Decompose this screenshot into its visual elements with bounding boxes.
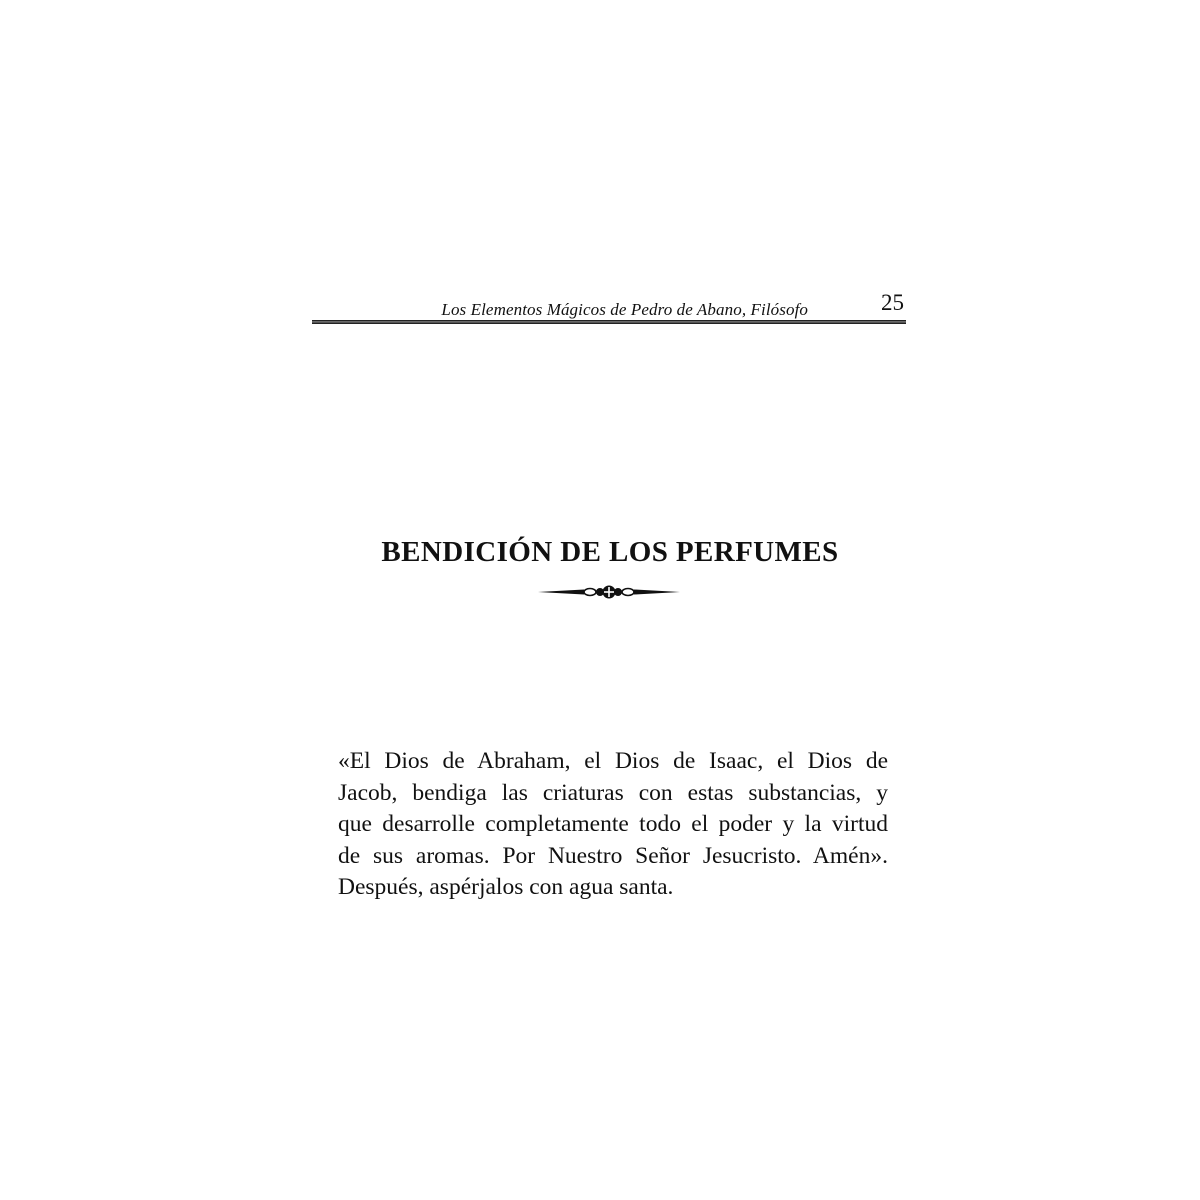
running-title: Los Elementos Mágicos de Pedro de Abano, Filósofo bbox=[441, 300, 808, 319]
body-line: «El Dios de Abraham, el Dios de Isaac, el Dios de bbox=[338, 748, 888, 774]
body-paragraph bbox=[338, 746, 888, 904]
chapter-title: BENDICIÓN DE LOS PERFUMES bbox=[381, 536, 839, 568]
running-head bbox=[312, 290, 906, 324]
header-rule bbox=[312, 320, 906, 324]
body-line: Jacob, bendiga las criaturas con estas substancias, y bbox=[338, 779, 888, 806]
page-number: 25 bbox=[881, 290, 904, 315]
body-line: que desarrolle completamente todo el poder y la virtud bbox=[338, 811, 888, 837]
body-line: Después, aspérjalos con agua santa. bbox=[338, 874, 674, 900]
ornament-divider-icon bbox=[538, 583, 680, 601]
body-line: de sus aromas. Por Nuestro Señor Jesucristo. Amén». bbox=[338, 842, 888, 869]
